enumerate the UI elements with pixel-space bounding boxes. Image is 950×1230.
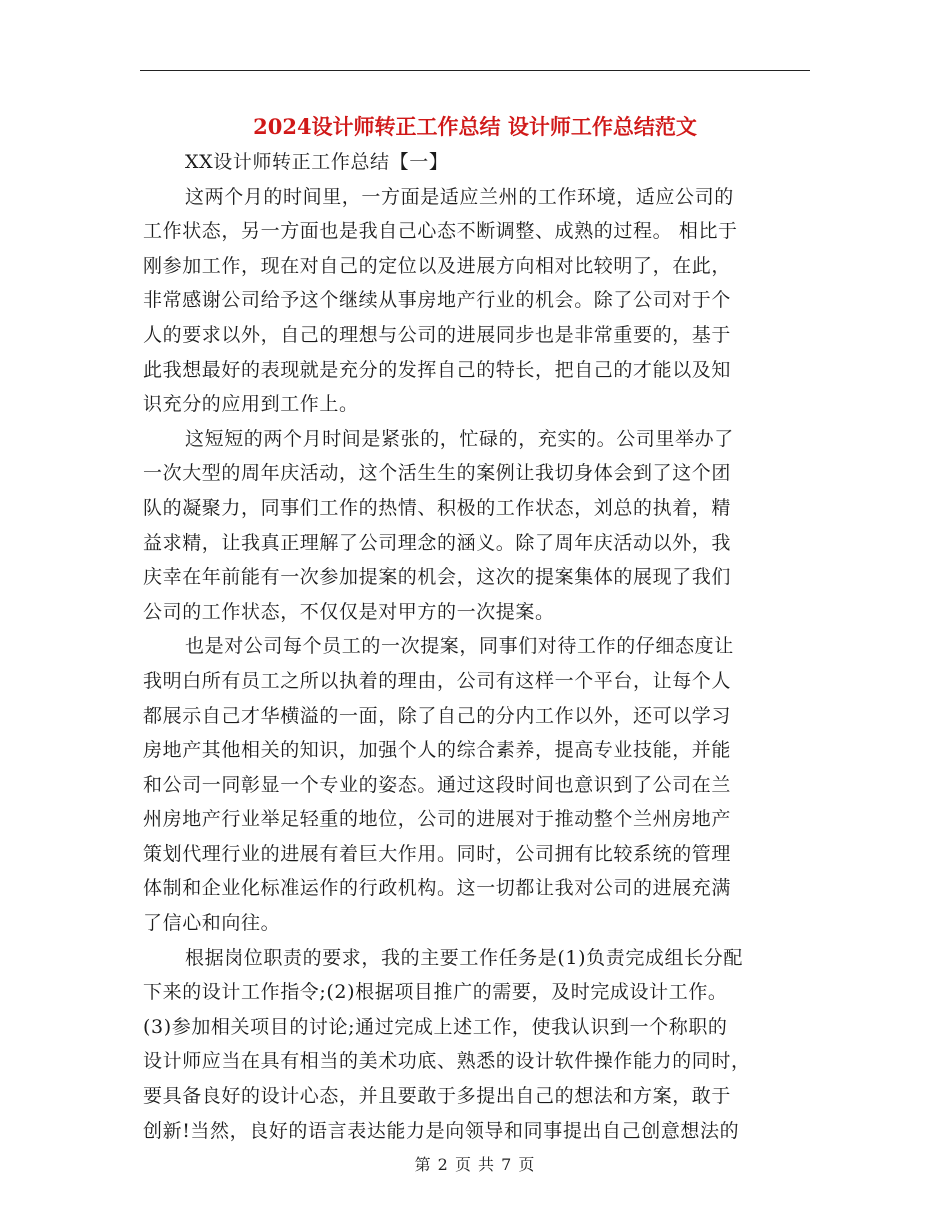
body-text-line: 人的要求以外，自己的理想与公司的进展同步也是非常重要的，基于 — [143, 323, 732, 346]
body-text-line: 策划代理行业的进展有着巨大作用。同时，公司拥有比较系统的管理 — [143, 842, 732, 865]
body-text-line: 这短短的两个月时间是紧张的，忙碌的，充实的。公司里举办了 — [185, 427, 734, 450]
body-text-line: 公司的工作状态，不仅仅是对甲方的一次提案。 — [143, 600, 555, 623]
body-text-line: 州房地产行业举足轻重的地位，公司的进展对于推动整个兰州房地产 — [143, 808, 732, 831]
body-text-line: 体制和企业化标准运作的行政机构。这一切都让我对公司的进展充满 — [143, 877, 732, 900]
body-text-line: 识充分的应用到工作上。 — [143, 393, 359, 416]
body-text-line: 和公司一同彰显一个专业的姿态。通过这段时间也意识到了公司在兰 — [143, 773, 732, 796]
body-text-line: 了信心和向往。 — [143, 912, 281, 935]
body-text-line: 根据岗位职责的要求，我的主要工作任务是(1)负责完成组长分配 — [185, 946, 743, 969]
body-text-line: 非常感谢公司给予这个继续从事房地产行业的机会。除了公司对于个 — [143, 289, 732, 312]
body-text-line: 要具备良好的设计心态，并且要敢于多提出自己的想法和方案，敢于 — [143, 1085, 732, 1108]
page-footer: 第 2 页 共 7 页 — [414, 1155, 536, 1174]
body-text-line: 下来的设计工作指令;(2)根据项目推广的需要，及时完成设计工作。 — [143, 981, 728, 1004]
body-text-line: 工作状态，另一方面也是我自己心态不断调整、成熟的过程。 相比于 — [143, 220, 738, 243]
body-text-line: 一次大型的周年庆活动，这个活生生的案例让我切身体会到了这个团 — [143, 462, 732, 485]
body-text-line: 刚参加工作，现在对自己的定位以及进展方向相对比较明了，在此， — [143, 254, 732, 277]
header-rule — [140, 70, 810, 71]
body-text-line: 设计师应当在具有相当的美术功底、熟悉的设计软件操作能力的同时， — [143, 1050, 751, 1073]
body-text-line: 队的凝聚力，同事们工作的热情、积极的工作状态，刘总的执着，精 — [143, 496, 732, 519]
body-text-line: 也是对公司每个员工的一次提案，同事们对待工作的仔细态度让 — [185, 635, 734, 658]
body-text-line: XX设计师转正工作总结【一】 — [185, 151, 449, 173]
document-title: 2024设计师转正工作总结 设计师工作总结范文 — [253, 114, 697, 139]
body-text-line: 我明白所有员工之所以执着的理由，公司有这样一个平台，让每个人 — [143, 669, 732, 692]
body-text-line: 此我想最好的表现就是充分的发挥自己的特长，把自己的才能以及知 — [143, 358, 732, 381]
body-text-line: 益求精，让我真正理解了公司理念的涵义。除了周年庆活动以外，我 — [143, 531, 732, 554]
body-text-line: 房地产其他相关的知识，加强个人的综合素养，提高专业技能，并能 — [143, 739, 732, 762]
body-text-line: 创新!当然，良好的语言表达能力是向领导和同事提出自己创意想法的 — [143, 1119, 740, 1142]
body-text-line: 这两个月的时间里，一方面是适应兰州的工作环境，适应公司的 — [185, 185, 734, 208]
body-text-line: 都展示自己才华横溢的一面，除了自己的分内工作以外，还可以学习 — [143, 704, 732, 727]
body-text-line: 庆幸在年前能有一次参加提案的机会，这次的提案集体的展现了我们 — [143, 566, 732, 589]
body-text-line: (3)参加相关项目的讨论;通过完成上述工作，使我认识到一个称职的 — [143, 1015, 728, 1038]
document-body — [143, 145, 815, 1148]
